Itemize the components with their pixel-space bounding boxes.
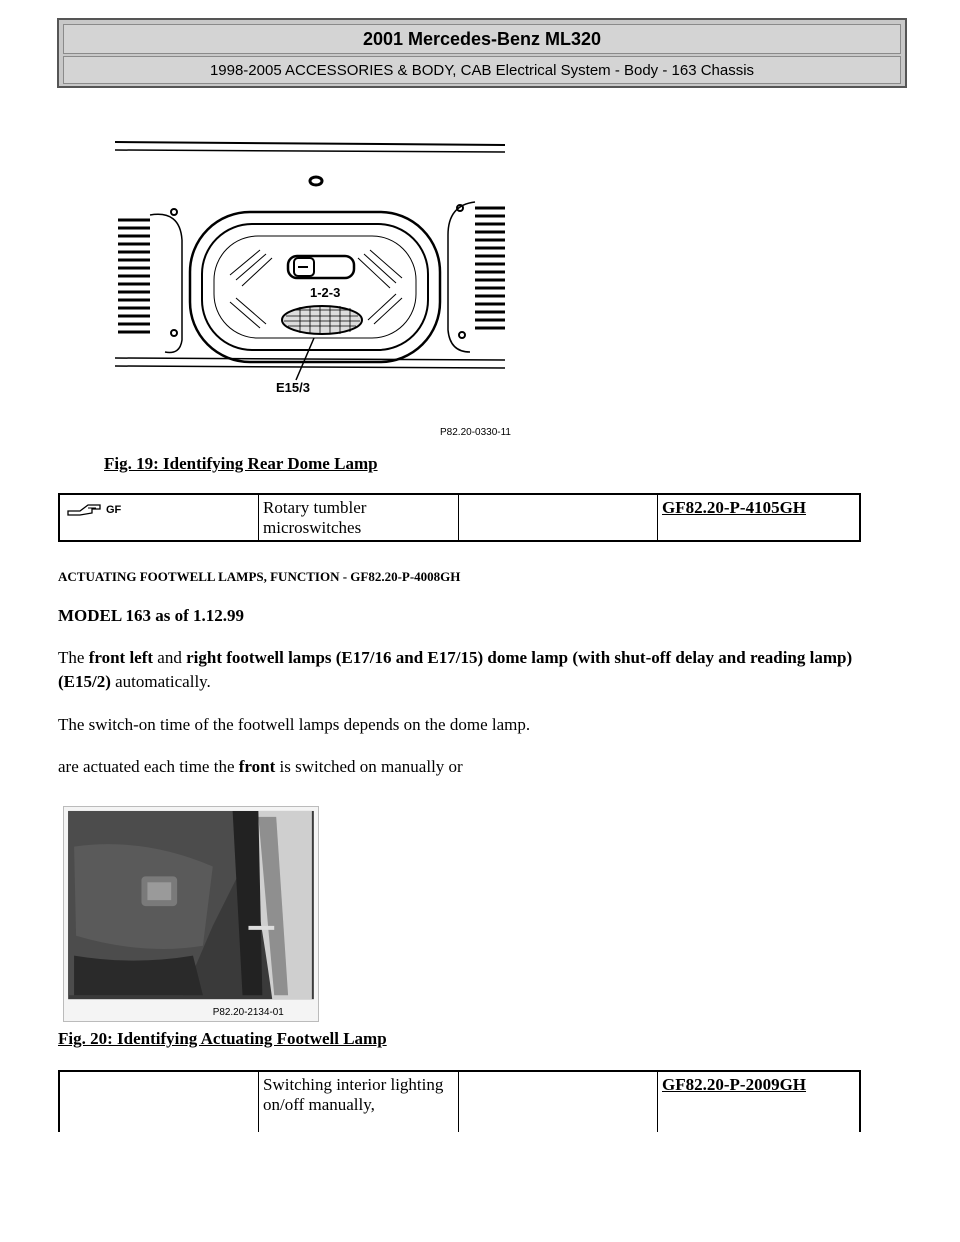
icon-cell [60,495,259,540]
pointing-hand-icon [66,501,128,517]
section-title: ACTUATING FOOTWELL LAMPS, FUNCTION - GF82.20-P-4008GH [58,569,461,584]
table-2-code-link[interactable]: GF82.20-P-2009GH [662,1075,807,1094]
document-header [57,18,907,88]
paragraph-3: are actuated each time the front is switched on manually or [58,757,463,776]
photo-image-code: P82.20-2134-01 [212,1007,284,1019]
paragraph-1: The front left and right footwell lamps (E17/16 and E17/15) dome lamp (with shut-off delay and reading lamp) (E15/2) automatically. [58,648,853,691]
table-1-code-link[interactable]: GF82.20-P-4105GH [662,498,807,517]
model-line: MODEL 163 as of 1.12.99 [58,606,245,625]
table-2-description: Switching interior lighting on/off manually, [259,1072,459,1132]
figure-20-caption[interactable]: Fig. 20: Identifying Actuating Footwell Lamp [58,1029,387,1048]
svg-text:GF: GF [106,504,122,516]
rear-dome-lamp-diagram [110,130,515,440]
figure-19-caption[interactable]: Fig. 19: Identifying Rear Dome Lamp [104,454,378,473]
image-code: P82.20-0330-11 [440,427,511,438]
component-label: E15/3 [276,380,310,395]
paragraph-2: The switch-on time of the footwell lamps depends on the dome lamp. [58,715,531,734]
table-2-empty-cell-2 [459,1072,658,1132]
table-1-code-cell [658,495,859,540]
table-2-code-cell [658,1072,859,1132]
table-2-empty-cell [60,1072,259,1132]
table-1-description: Rotary tumbler microswitches [259,495,459,540]
footwell-lamp-photo [63,806,319,1022]
table-1-empty-cell [459,495,658,540]
switch-position-label: 1-2-3 [310,285,341,300]
reference-table-2 [58,1070,861,1132]
document-subtitle: 1998-2005 ACCESSORIES & BODY, CAB Electrical System - Body - 163 Chassis [63,56,901,84]
document-title: 2001 Mercedes-Benz ML320 [63,24,901,54]
reference-table-1 [58,493,861,542]
